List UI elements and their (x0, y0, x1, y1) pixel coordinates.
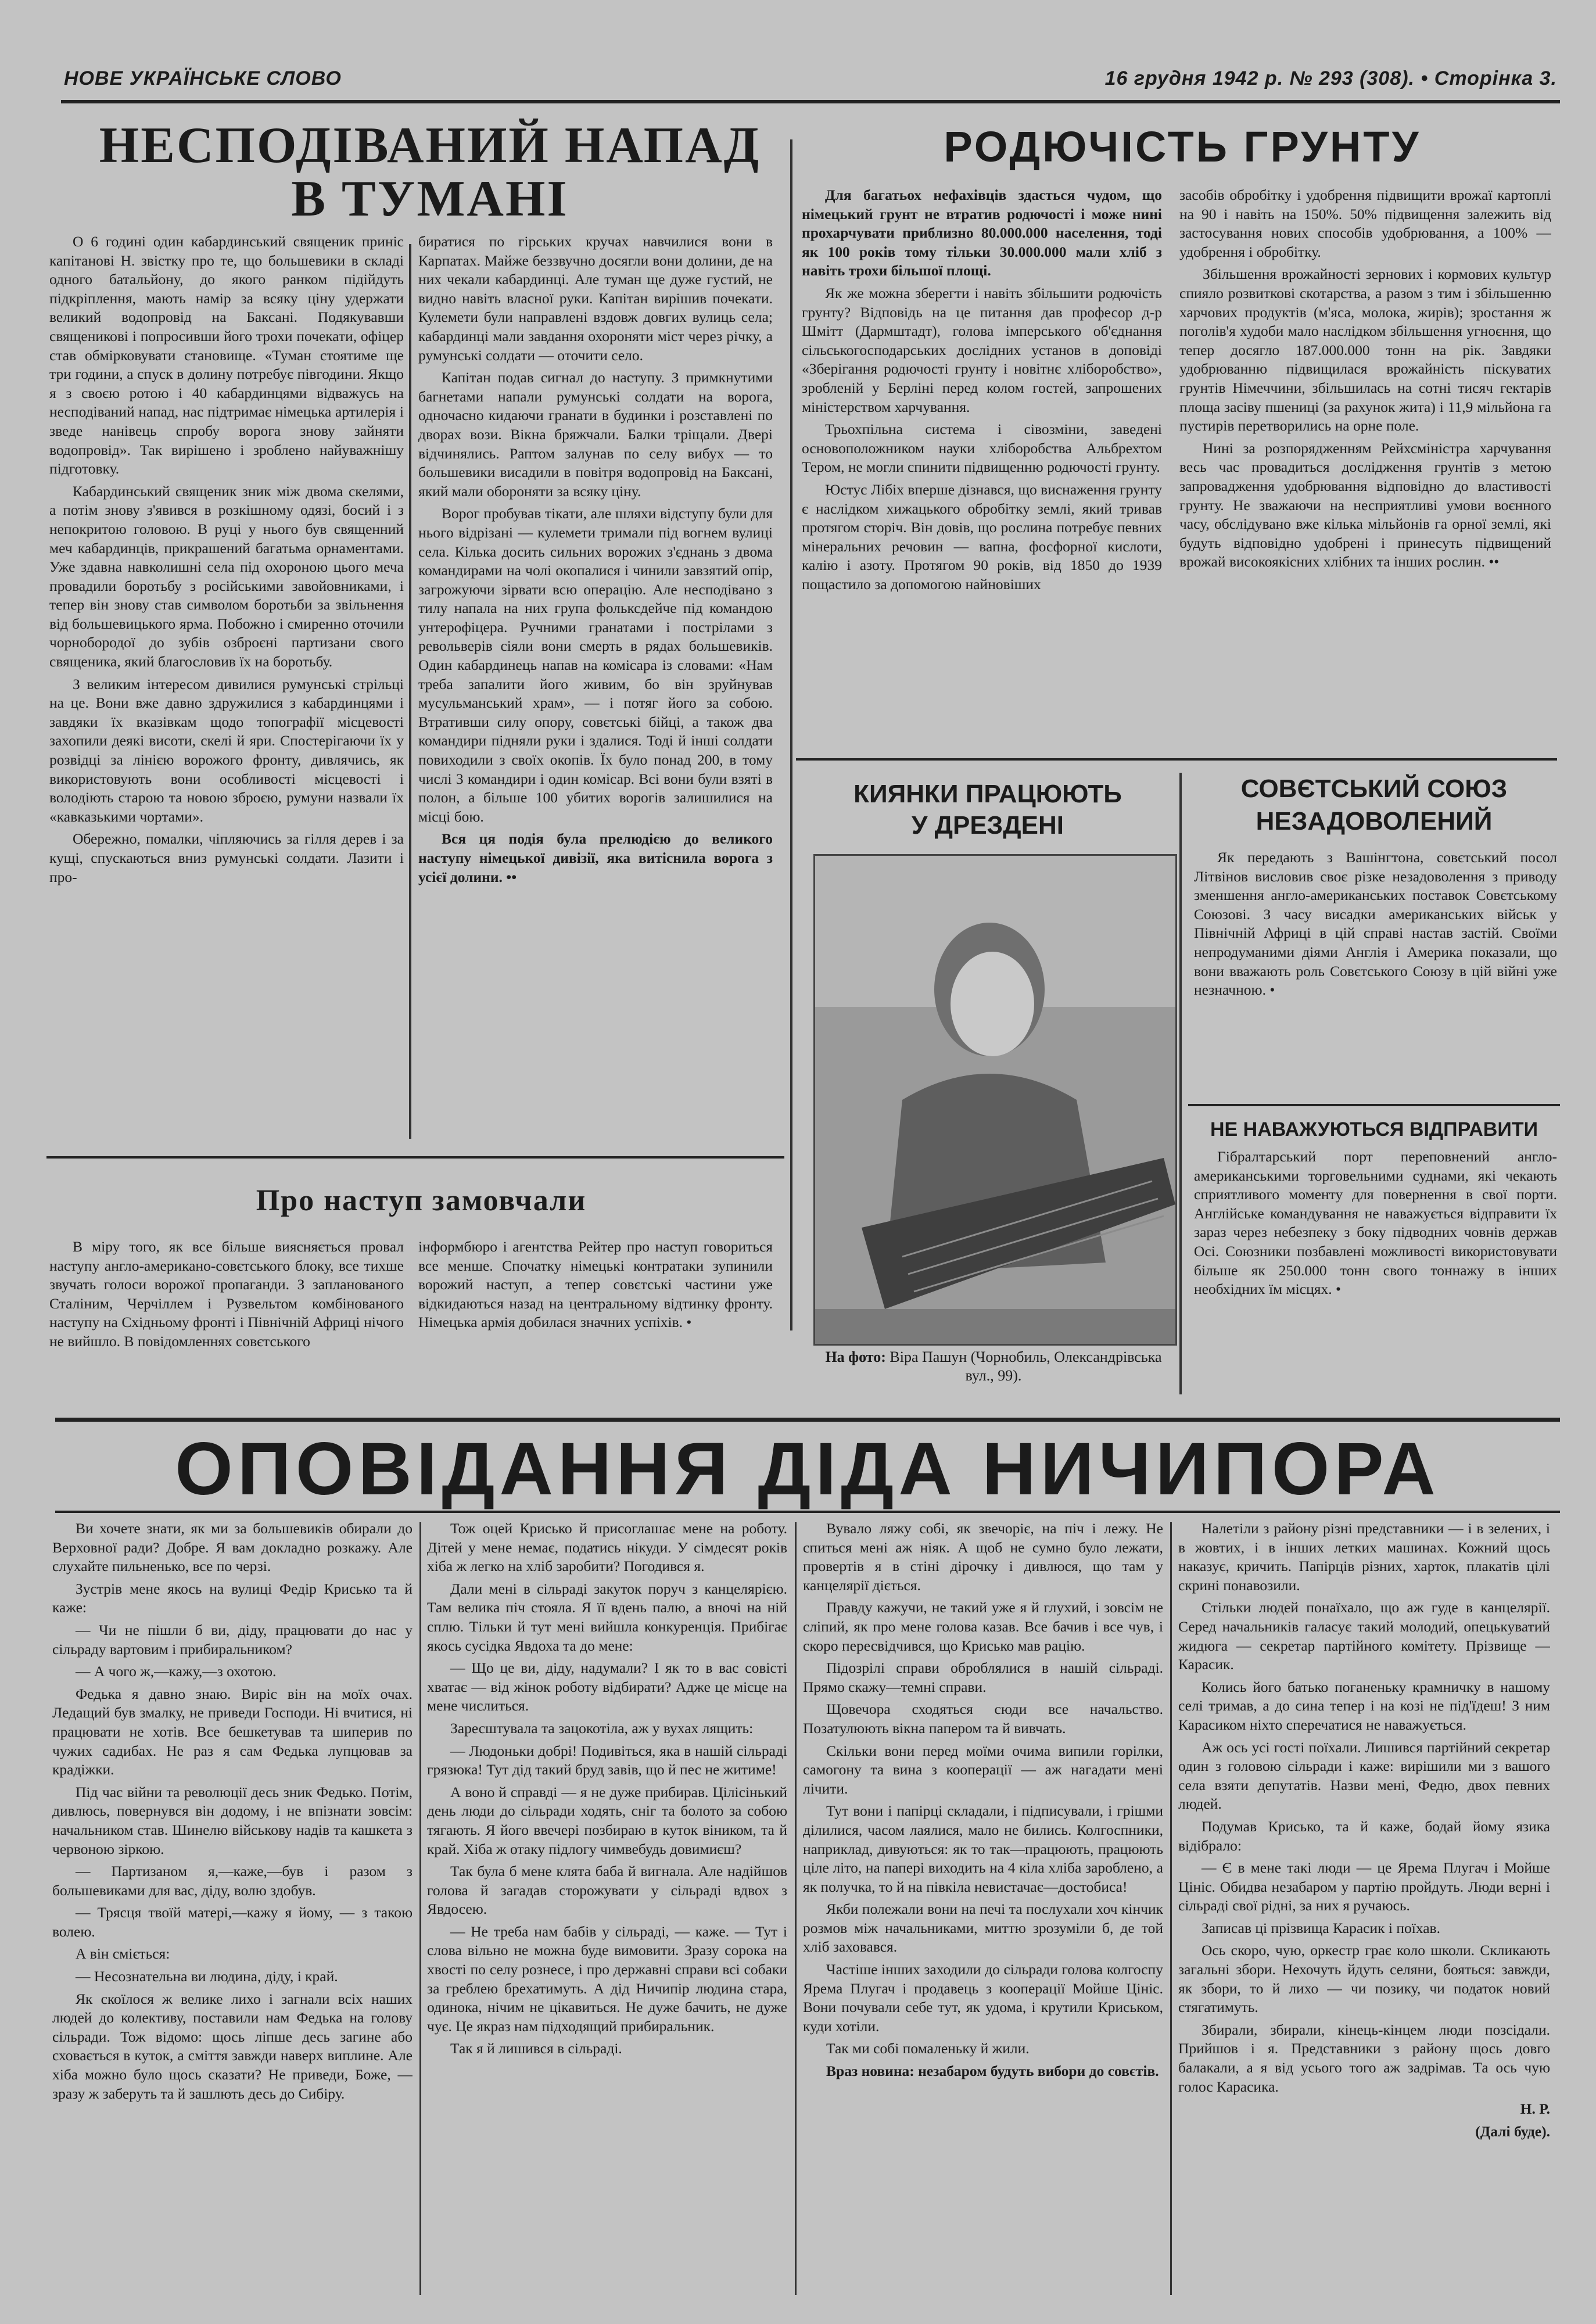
headline-line-1: КИЯНКИ ПРАЦЮЮТЬ (853, 780, 1122, 808)
article-column (418, 1238, 773, 1406)
paragraph: Щовечора сходяться сюди все начальство. Позатулюють вікна папером та й вивчать. (803, 1701, 1163, 1737)
section-rule (55, 1418, 1560, 1422)
headline-line-1: СОВЄТСЬКИЙ СОЮЗ (1240, 774, 1508, 803)
paragraph: Скільки вони перед моїми очима випили горілки, самогону та вина з кооперації — аж нагадати мені лічити. (803, 1742, 1163, 1797)
paragraph: Ось скоро, чую, оркестр грає коло школи. Скликають загальні збори. Нехочуть йдуть селяни, бояться: завжди, як збори, то й лихо — чи позику, чи податок новий стягатимуть. (1178, 1942, 1550, 2016)
column-divider (419, 1522, 421, 2295)
paragraph: А воно й справді — я не дуже прибирав. Цілісінький день люди до сільради ходять, сніг та болото за собою тягають. Я його ввечері позбираю в куток віником, та й край. Хіба ж отаку підлогу чимвебудь довимиєш? (427, 1783, 787, 1857)
headline-line-1: НЕСПОДІВАНИЙ НАПАД (99, 117, 761, 174)
article-headline (64, 119, 796, 227)
paragraph: — Партизаном я,—каже,—був і разом з большевиками для вас, діду, волю здобув. (52, 1863, 413, 1899)
caption-text: Віра Пашун (Чорнобиль, Олександрівська вул., 99). (890, 1349, 1162, 1384)
paragraph: — Не треба нам бабів у сільраді, — каже. — Тут і слова вільно не можна буде вимовити. Зразу сорока на хвості по селу рознесе, і про державні справи всі собаки за греблею брехатимуть. А дід Ничипір людина стара, одинока, нічим не цікавиться. Не дуже бачить, не дуже чує. Це якраз нам підходящий прибиральник. (427, 1923, 787, 2035)
headline-line-2: В ТУМАНІ (291, 171, 569, 228)
author-initials: Н. Р. (1520, 2100, 1550, 2118)
paragraph: Для багатьох нефахівців здасться чудом, що німецький грунт не втратив родючості і може нині прохарчувати приблизно 80.000.000 населення, тоді як 100 років тому тільки 30.000.000 мали хліб з навіть трохи більшої площі. (802, 187, 1162, 279)
paragraph: Подумав Крисько, та й каже, бодай йому язика відібрало: (1178, 1817, 1550, 1854)
article-headline (1191, 773, 1557, 838)
paragraph: — А чого ж,—кажу,—з охотою. (76, 1663, 277, 1680)
paragraph: Гібралтарський порт переповнений англо-американськими торговельними суднами, які чекають сприятливого моменту для повернення в свої порти. Англійське командування не наважується відправити їх зараз через небезпеку з боку підводних човнів держав Осі. Союзники позбавлені можливості використовувати більше як 250.000 тонн свого тоннажу в інших необхідних їм місцях. • (1194, 1148, 1557, 1298)
paragraph: Як передають з Вашінгтона, совєтський посол Літвінов висловив своє різке незадоволення з приводу зменшення англо-американських поставок Совєтському Союзові. З часу висадки американських військ у Північній Африці в цій справі настав застій. Своїми непродуманими діями Англія і Америка показали, що вони вважають роль Совєтського Союзу в цій війні уже незначною. • (1194, 849, 1557, 999)
paragraph: Капітан подав сигнал до наступу. З примкнутими багнетами напали румунські солдати на ворога, одночасно кидаючи гранати в будинки і розставлені по дворах вози. Вікна бряжчали. Балки тріщали. Двері відчинялись. Раптом залунав по селу вибух — то большевики висадили в повітря водопровід на Баксані, який мали обороняти за всяку ціну. (418, 369, 773, 500)
paragraph: О 6 годині один кабардинський священик приніс капітанові Н. звістку про те, що большевики в складі одного батальйону, до якого ранком підійдуть підкріплення, мають намір за всяку ціну удержати великий водопровід на Баксані. Подякувавши священикові і попросивши його трохи почекати, офіцер став обмірковувати становище. «Туман стоятиме ще три години, а спуск в долину потребує півгодини. Якщо я з своєю ротою і 40 кабардинцями відважусь на несподіваний напад, нас підтримає німецька артилерія і зведе нанівець спробу ворога знову зайняти водопровід». Так вирішено і зроблено найуважнішу підготовку. (49, 233, 404, 478)
section-rule (55, 1511, 1560, 1513)
to-be-continued: (Далі буде). (1475, 2122, 1550, 2140)
paragraph: биратися по гірських кручах навчилися вони в Карпатах. Майже беззвучно досягли вони долини, де на них чекали кабардинці. Але туман ще дуже густий, не видно навіть власної руки. Капітан вирішив почекати. Кулемети були направлені вздовж довгих вулиць села; кабардинці мали завдання охороняти міст через річку, а румунські солдати — оточити село. (418, 233, 773, 364)
paragraph: Тож оцей Крисько й присоглашає мене на роботу. Дітей у мене немає, податись нікуди. У сімдесят років хіба ж легко на хліб заробити? Погодився я. (427, 1520, 787, 1575)
paragraph: Зустрів мене якось на вулиці Федір Крисько та й каже: (52, 1580, 413, 1616)
paragraph: Тут вони і папірці складали, і підписували, і грішми ділилися, часом лаялися, мало не бились. Колгоспники, наприклад, дивуються: як то так—працюють, працюють ціле літо, на папері виходить на 4 кіла хліба зароблено, а як получка, то й на півкіла невистачає—достобиса! (803, 1802, 1163, 1895)
headline-line-2: У ДРЕЗДЕНІ (912, 811, 1064, 840)
paragraph: Кабардинський священик зник між двома скелями, а потім знову з'явився в розкішному одязі, босий і з непокритою головою. В руці у нього був священний меч кабардинців, прикрашений багатьма орнаментами. Уже здавна навколишні села під охороною цього меча провадили боротьбу з російськими завойовниками, і тепер він знову став символом боротьби за звільнення від большевицького ярма. Побожно і смиренно оточили чорнобородої до зубів озброєні партизани свого священика, який благословив їх на боротьбу. (49, 482, 404, 670)
paragraph: Ви хочете знати, як ми за большевиків обирали до Верховної ради? Добре. Я вам докладно розкажу. Але слухайте пильненько, все по черзі. (52, 1520, 413, 1575)
paragraph: Підозрілі справи оброблялися в нашій сільраді. Прямо скажу—темні справи. (803, 1659, 1163, 1695)
section-rule (796, 758, 1557, 761)
paragraph: В міру того, як все більше виясняється провал наступу англо-американо-совєтського блоку, все тихше звучать голоси ворожої пропаганди. З запланованого Сталіним, Черчіллем і Рузвельтом комбінованого наступу на Східньому фронті і Північній Африці нічого не вийшло. В повідомленнях совєтського (49, 1238, 404, 1350)
article-column (49, 1238, 404, 1406)
paragraph: Стільки людей понаїхало, що аж гуде в канцелярії. Серед начальників галасує такий молодий, опецькуватий жидюга — секретар партійного комітету. Прізвище — Карасик. (1178, 1599, 1550, 1673)
article-headline: НЕ НАВАЖУЮТЬСЯ ВІДПРАВИТИ (1210, 1118, 1538, 1141)
paragraph: Заресштувала та зацокотіла, аж у вухах лящить: (450, 1719, 754, 1737)
article-column (1194, 848, 1557, 1098)
paragraph: Збирали, збирали, кінець-кінцем люди позсідали. Прийшов і я. Представники з району щось довго балакали, а я від усього того аж задрімав. Та ось чую голос Карасика. (1178, 2021, 1550, 2095)
paragraph: — Несознательна ви людина, діду, і край. (76, 1968, 338, 1985)
section-rule (1188, 1104, 1560, 1106)
paragraph: Ворог пробував тікати, але шляхи відступу були для нього відрізані — кулемети тримали під вогнем вулиці села. Кілька досить сильних ворожих з'єднань з двома командирами на чолі окопалися і чинили завзятий опір, загрожуючи зірвати всю операцію. Але несподівано з тилу напала на них група фольксдейче під командою унтерофіцера. Ручними гранатами і пострілами з револьверів сіяли вони смерть в рядах большевиків. Один кабардинець напав на комісара із словами: «Нам треба запалити його живим, бо він зруйнував мусульманський храм», — і потяг його за собою. Втративши силу опору, совєтські бійці, а також два командири підняли руки і здалися. Тоді й інші солдати повиходили з своїх окопів. Їх було понад 200, в тому числі 3 командири і один комісар. Всі вони були взяті в полон, а більше 100 убитих ворогів залишилися на місці бою. (418, 505, 773, 825)
paragraph: Федька я давно знаю. Виріс він на моїх очах. Ледащий був змалку, не приведи Господи. Ні вчитися, ні працювати не хотів. Все бешкетував та шиперив по чужих садибах. Не раз я сам Федька лупцював за крадіжки. (52, 1685, 413, 1778)
caption-label: На фото: (825, 1349, 886, 1365)
paragraph: — Людоньки добрі! Подивіться, яка в нашій сільраді грязюка! Тут дід такий бруд завів, що й пес не житиме! (427, 1742, 787, 1778)
article-column (802, 186, 1162, 749)
paragraph: Правду кажучи, не такий уже я й глухий, і зовсім не сліпий, як про мене голова казав. Все бачив і все чув, і скоро пересвідчився, що Крисько мав рацію. (803, 1599, 1163, 1654)
photo-illustration (815, 856, 1175, 1344)
paragraph: засобів обробітку і удобрення підвищити врожаї картоплі на 90 і навіть на 150%. 50% підвищення залежить від застосування нових способів удобрювання, а 100% — удобрення і обробітку. (1179, 187, 1551, 260)
paragraph: Дали мені в сільраді закуток поруч з канцелярією. Там велика піч стояла. Я її вдень палю, а вночі на ній сплю. Тільки й тут мені вийшла конкуренція. Прибігає якось сусідка Явдоха та до мене: (427, 1580, 787, 1654)
header-rule (61, 100, 1560, 103)
headline-line-2: НЕЗАДОВОЛЕНИЙ (1256, 807, 1493, 835)
paragraph: Як скоїлося ж велике лихо і загнали всіх наших людей до колективу, поставили нам Федька на голову сільради. Тож відомо: щось ліпше десь загине або сховається в куток, а сміття завжди наверх виплине. Але хіба можно було щось сказати? Не приведи, Боже, — зразу ж заберуть та й зашлють десь до Сибіру. (52, 1990, 413, 2102)
paragraph: Вся ця подія була прелюдією до великого наступу німецької дивізії, яка витіснила ворога з усієї долини. •• (418, 830, 773, 885)
page-header (64, 64, 1557, 99)
column-divider (1179, 773, 1182, 1394)
paragraph: Колись його батько поганеньку крамничку в нашому селі тримав, а до сина тепер і на козі не під'їдеш! З ним Карасиком ніхто сперечатися не наважується. (1178, 1678, 1550, 1733)
article-headline: Про наступ замовчали (256, 1184, 587, 1217)
paragraph: З великим інтересом дивилися румунські стрільці на це. Вони вже давно здружилися з кабардинцями і завдяки їх вказівкам щодо топографії місцевості захопили деякі висоти, скелі й яри. Спостерігаючи їх у розвідці за лінією ворожого фронту, дивлячись, як використовують вони особливості місцевості і володіють старою та новою зброєю, румуни назвали їх «кавказькими чортами». (49, 675, 404, 825)
paragraph: Так ми собі помаленьку й жили. (826, 2040, 1030, 2057)
paragraph: Вувало ляжу собі, як звечоріє, на піч і лежу. Не спиться мені аж ніяк. А щоб не сумно було лежати, провертів я в стіні дірочку і дивлюся, що там у канцелярії діється. (803, 1520, 1163, 1594)
story-column (52, 1519, 413, 2298)
paragraph: Збільшення врожайності зернових і кормових культур спияло розвиткові скотарства, а разом з тим і збільшенню харчових продуктів (м'яса, молока, жирів); зростання ж поголів'я худоби мало наслідком збільшення угноєння, що тепер досягло 187.000.000 тонн на рік. Завдяки удобрюванню підвищилася врожайність піскуватих грунтів Німеччини, збільшилась на сотні тисяч гектарів площа засіву пшениці (за рахунок жита) і 11,9 мільйона га пустирів перетворились на орне поле. (1179, 266, 1551, 435)
article-column (1179, 186, 1551, 749)
column-divider (409, 244, 411, 1139)
paragraph: Так я й лишився в сільраді. (450, 2040, 622, 2057)
column-divider (790, 139, 792, 1330)
paragraph: — Трясця твоїй матері,—кажу я йому, — з такою волею. (52, 1904, 413, 1940)
column-divider (1170, 1522, 1172, 2295)
signature (1178, 2100, 1550, 2119)
paragraph: Так була б мене клята баба й вигнала. Але надійшов голова й загадав сторожувати у сільраді вдвох з Явдосею. (427, 1863, 787, 1918)
article-headline: РОДЮЧІСТЬ ГРУНТУ (944, 123, 1421, 171)
story-column (1178, 1519, 1550, 2298)
paragraph: Нині за розпорядженням Рейхсміністра харчування весь час провадиться дослідження грунтів з метою запровадження удобрювання відповідно до властивості грунту. Не зважаючи на несприятливі умови воєнного часу, обслідувано вже кілька мільйонів га орної землі, які будуть відповідно удобрені і принесуть підвищений врожай високоякісних хлібних та інших рослин. •• (1179, 439, 1551, 571)
paragraph: Під час війни та революції десь зник Федько. Потім, дивлюсь, повернувся він додому, і не впізнати зовсім: начальником став. Шинелю військову надів та кашкета з червоною зіркою. (52, 1783, 413, 1857)
newspaper-name: НОВЕ УКРАЇНСЬКЕ СЛОВО (64, 67, 342, 89)
story-column (803, 1519, 1163, 2298)
paragraph: Якби полежали вони на печі та послухали хоч кінчик розмов між начальниками, миттю зрозуміли б, де той хліб заховався. (803, 1900, 1163, 1956)
paragraph: Записав ці прізвища Карасик і поїхав. (1202, 1919, 1440, 1936)
article-column (49, 232, 404, 1139)
paragraph: Обережно, помалки, чіпляючись за гілля дерев і за кущі, спускаються вниз румунські солдати. Лазити і про- (49, 830, 404, 885)
article-column (418, 232, 773, 1139)
paragraph: — Є в мене такі люди — це Ярема Плугач і Мойше Цініс. Обидва незабаром у партію пройдуть. Люди верні і сільраді свої рідні, за них я ручаюсь. (1178, 1859, 1550, 1914)
article-column (1194, 1147, 1557, 1391)
paragraph: Трьохпільна система і сівозміни, заведені основоположником науки хліборобства Альбрехтом Тером, не могли спинити підвищенню родючості грунту. (802, 421, 1162, 476)
issue-info: 16 грудня 1942 р. № 293 (308). • Сторінка 3. (1104, 67, 1557, 89)
worker-photo (813, 854, 1177, 1346)
section-rule (46, 1156, 784, 1159)
paragraph: Враз новина: незабаром будуть вибори до совєтів. (826, 2063, 1159, 2080)
paragraph: Частіше інших заходили до сільради голова колгоспу Ярема Плугач і продавець з кооперації Мойше Цініс. Вони почували себе тут, як удома, і крутили Криськом, куди хотіли. (803, 1961, 1163, 2035)
story-headline: ОПОВІДАННЯ ДІДА НИЧИПОРА (175, 1428, 1440, 1511)
paragraph: — Чи не пішли б ви, діду, працювати до нас у сільраду вартовим і прибиральником? (52, 1621, 413, 1658)
paragraph: Аж ось усі гості поїхали. Лишився партійний секретар один з головою сільради і каже: вирішили ми з вашого села взяти депутатів. Назви мені, Федю, двох певних людей. (1178, 1738, 1550, 1813)
article-headline (802, 779, 1174, 841)
paragraph: — Що це ви, діду, надумали? І як то в вас совісті хватає — від жінок роботу відбирати? Адже це місце на мене числиться. (427, 1659, 787, 1715)
paragraph: Юстус Лібіх вперше дізнався, що виснаження грунту є наслідком хижацького обробітку землі, який тривав протягом сторіч. Він довів, що рослина потребує певних мінеральних речовин — вапна, фосфорної кислоти, калію і азоту. Протягом 90 років, від 1850 до 1939 пощастило за допомогою найновіших (802, 480, 1162, 593)
continued-note (1178, 2122, 1550, 2142)
paragraph: інформбюро і агентства Рейтер про наступ говориться все менше. Спочатку німецькі контратаки зупинили ворожий наступ, а тепер совєтські частини уже відкидаються назад на центральному відтинку фронту. Німецька армія добилася значних успіхів. • (418, 1238, 773, 1331)
paragraph: Як же можна зберегти і навіть збільшити родючість грунту? Відповідь на це питання дав професор д-р Шмітт (Дармштадт), голова імперського об'єднання сільськогосподарських дослідних установ в доповіді «Зберігання родючості грунту і новітнє хліборобство», зробленій у Берліні перед колом гостей, запрошених міністерством харчування. (802, 284, 1162, 415)
column-divider (795, 1522, 797, 2295)
paragraph: Налетіли з району різні представники — і в зелених, і в жовтих, і в інших летких машинах. Кожний щось наказує, кричить. Папірців різних, харток, плакатів цілі скрині понавозили. (1178, 1520, 1550, 1594)
photo-caption (813, 1348, 1174, 1385)
paragraph: А він сміється: (76, 1945, 170, 1963)
story-column (427, 1519, 787, 2298)
